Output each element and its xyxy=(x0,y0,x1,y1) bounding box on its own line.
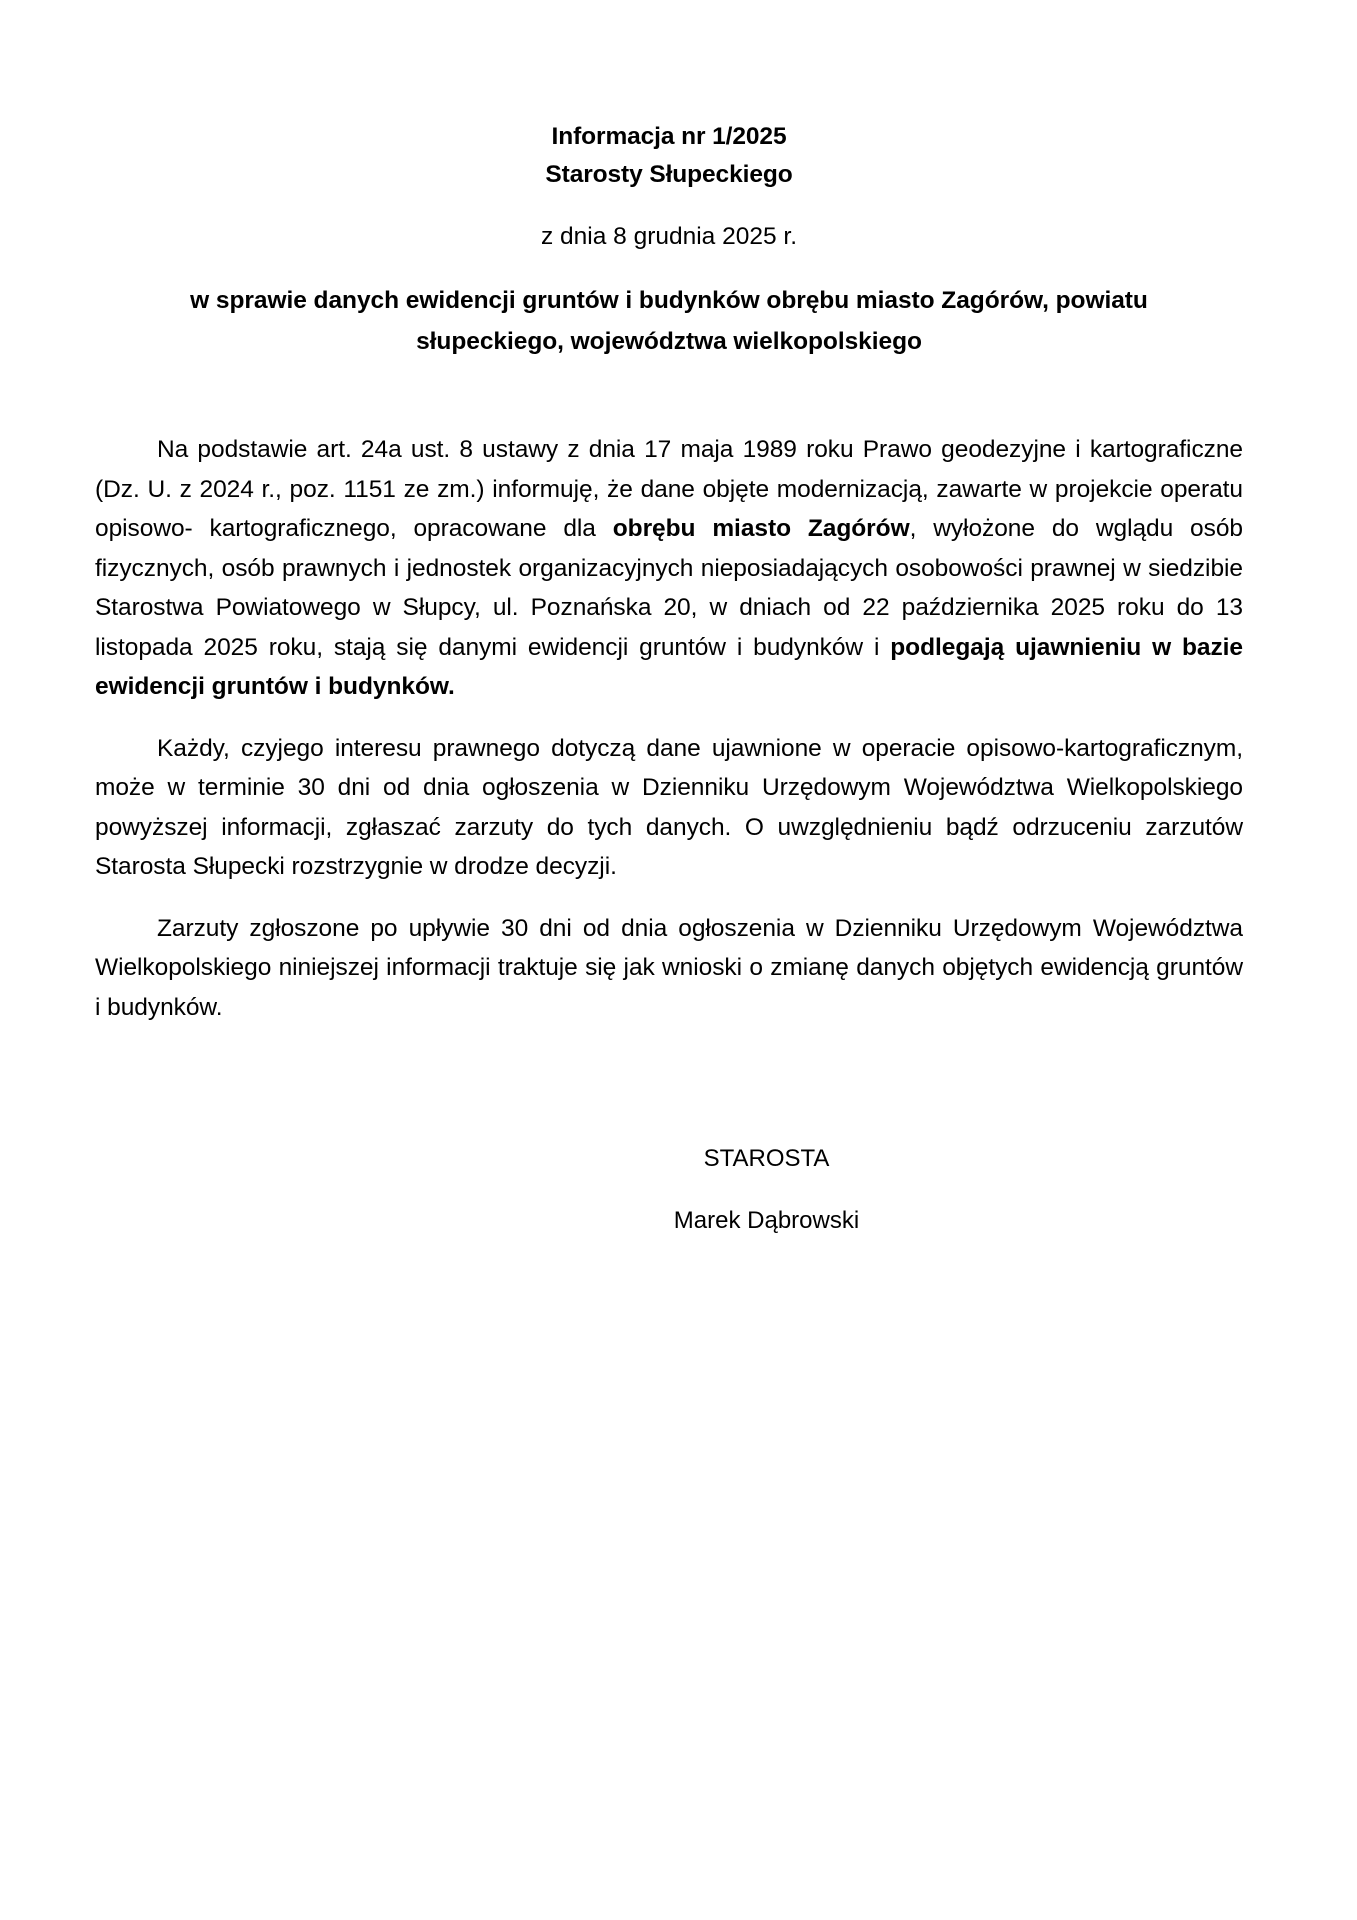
title-line-2: Starosty Słupeckiego xyxy=(545,161,793,188)
document-date: z dnia 8 grudnia 2025 r. xyxy=(540,223,798,250)
paragraph-late-objections: Zarzuty zgłoszone po upływie 30 dni od dnia ogłoszenia w Dzienniku Urzędowym Województwa Wielkopolskiego niniejszej informacji traktuje się jak wnioski o zmianę danych objętych ewidencją gruntów i budynków. xyxy=(95,914,1243,1021)
document-content xyxy=(95,0,1243,1027)
paragraph-1-part-1: Na podstawie art. 24a ust. 8 ustawy z dnia 17 maja 1989 roku Prawo geodezyjne i kartograficzne (Dz. U. z 2024 r., poz. 1151 ze zm.) informuję, że dane objęte modernizacją, zawarte w projekcie operatu opisowo- kartograficznego, opracowane dla xyxy=(95,436,1243,542)
paragraph-legal-basis xyxy=(95,430,1243,707)
paragraph-1-part-2: , wyłożone do wglądu osób fizycznych, osób prawnych i jednostek organizacyjnych nieposiadających osobowości prawnej w siedzibie Starostwa Powiatowego w Słupcy, ul. Poznańska 20, w dniach od 22 października 2025 roku do 13 listopada 2025 roku, stają się danymi ewidencji gruntów i budynków i xyxy=(95,515,1243,661)
subject-line-2: słupeckiego, województwa wielkopolskiego xyxy=(416,328,922,355)
signature-block xyxy=(95,1142,1243,1238)
document-subject xyxy=(95,280,1243,362)
paragraph-1-bold-obreb: obrębu miasto Zagórów xyxy=(612,515,910,542)
signature-name: Marek Dąbrowski xyxy=(673,1207,860,1234)
subject-line-1: w sprawie danych ewidencji gruntów i budynków obrębu miasto Zagórów, powiatu xyxy=(190,287,1148,314)
paragraph-objections-deadline: Każdy, czyjego interesu prawnego dotyczą dane ujawnione w operacie opisowo-kartograficznym, może w terminie 30 dni od dnia ogłoszenia w Dzienniku Urzędowym Województwa Wielkopolskiego powyższej informacji, zgłaszać zarzuty do tych danych. O uwzględnieniu bądź odrzuceniu zarzutów Starosta Słupecki rozstrzygnie w drodze decyzji. xyxy=(95,734,1243,880)
document-body xyxy=(95,430,1243,1027)
signature-role: STAROSTA xyxy=(703,1145,830,1172)
title-line-1: Informacja nr 1/2025 xyxy=(551,123,787,150)
paragraph-1-bold-disclosure: podlegają ujawnieniu w bazie ewidencji gruntów i budynków. xyxy=(95,633,1243,700)
document-title xyxy=(95,0,1243,194)
